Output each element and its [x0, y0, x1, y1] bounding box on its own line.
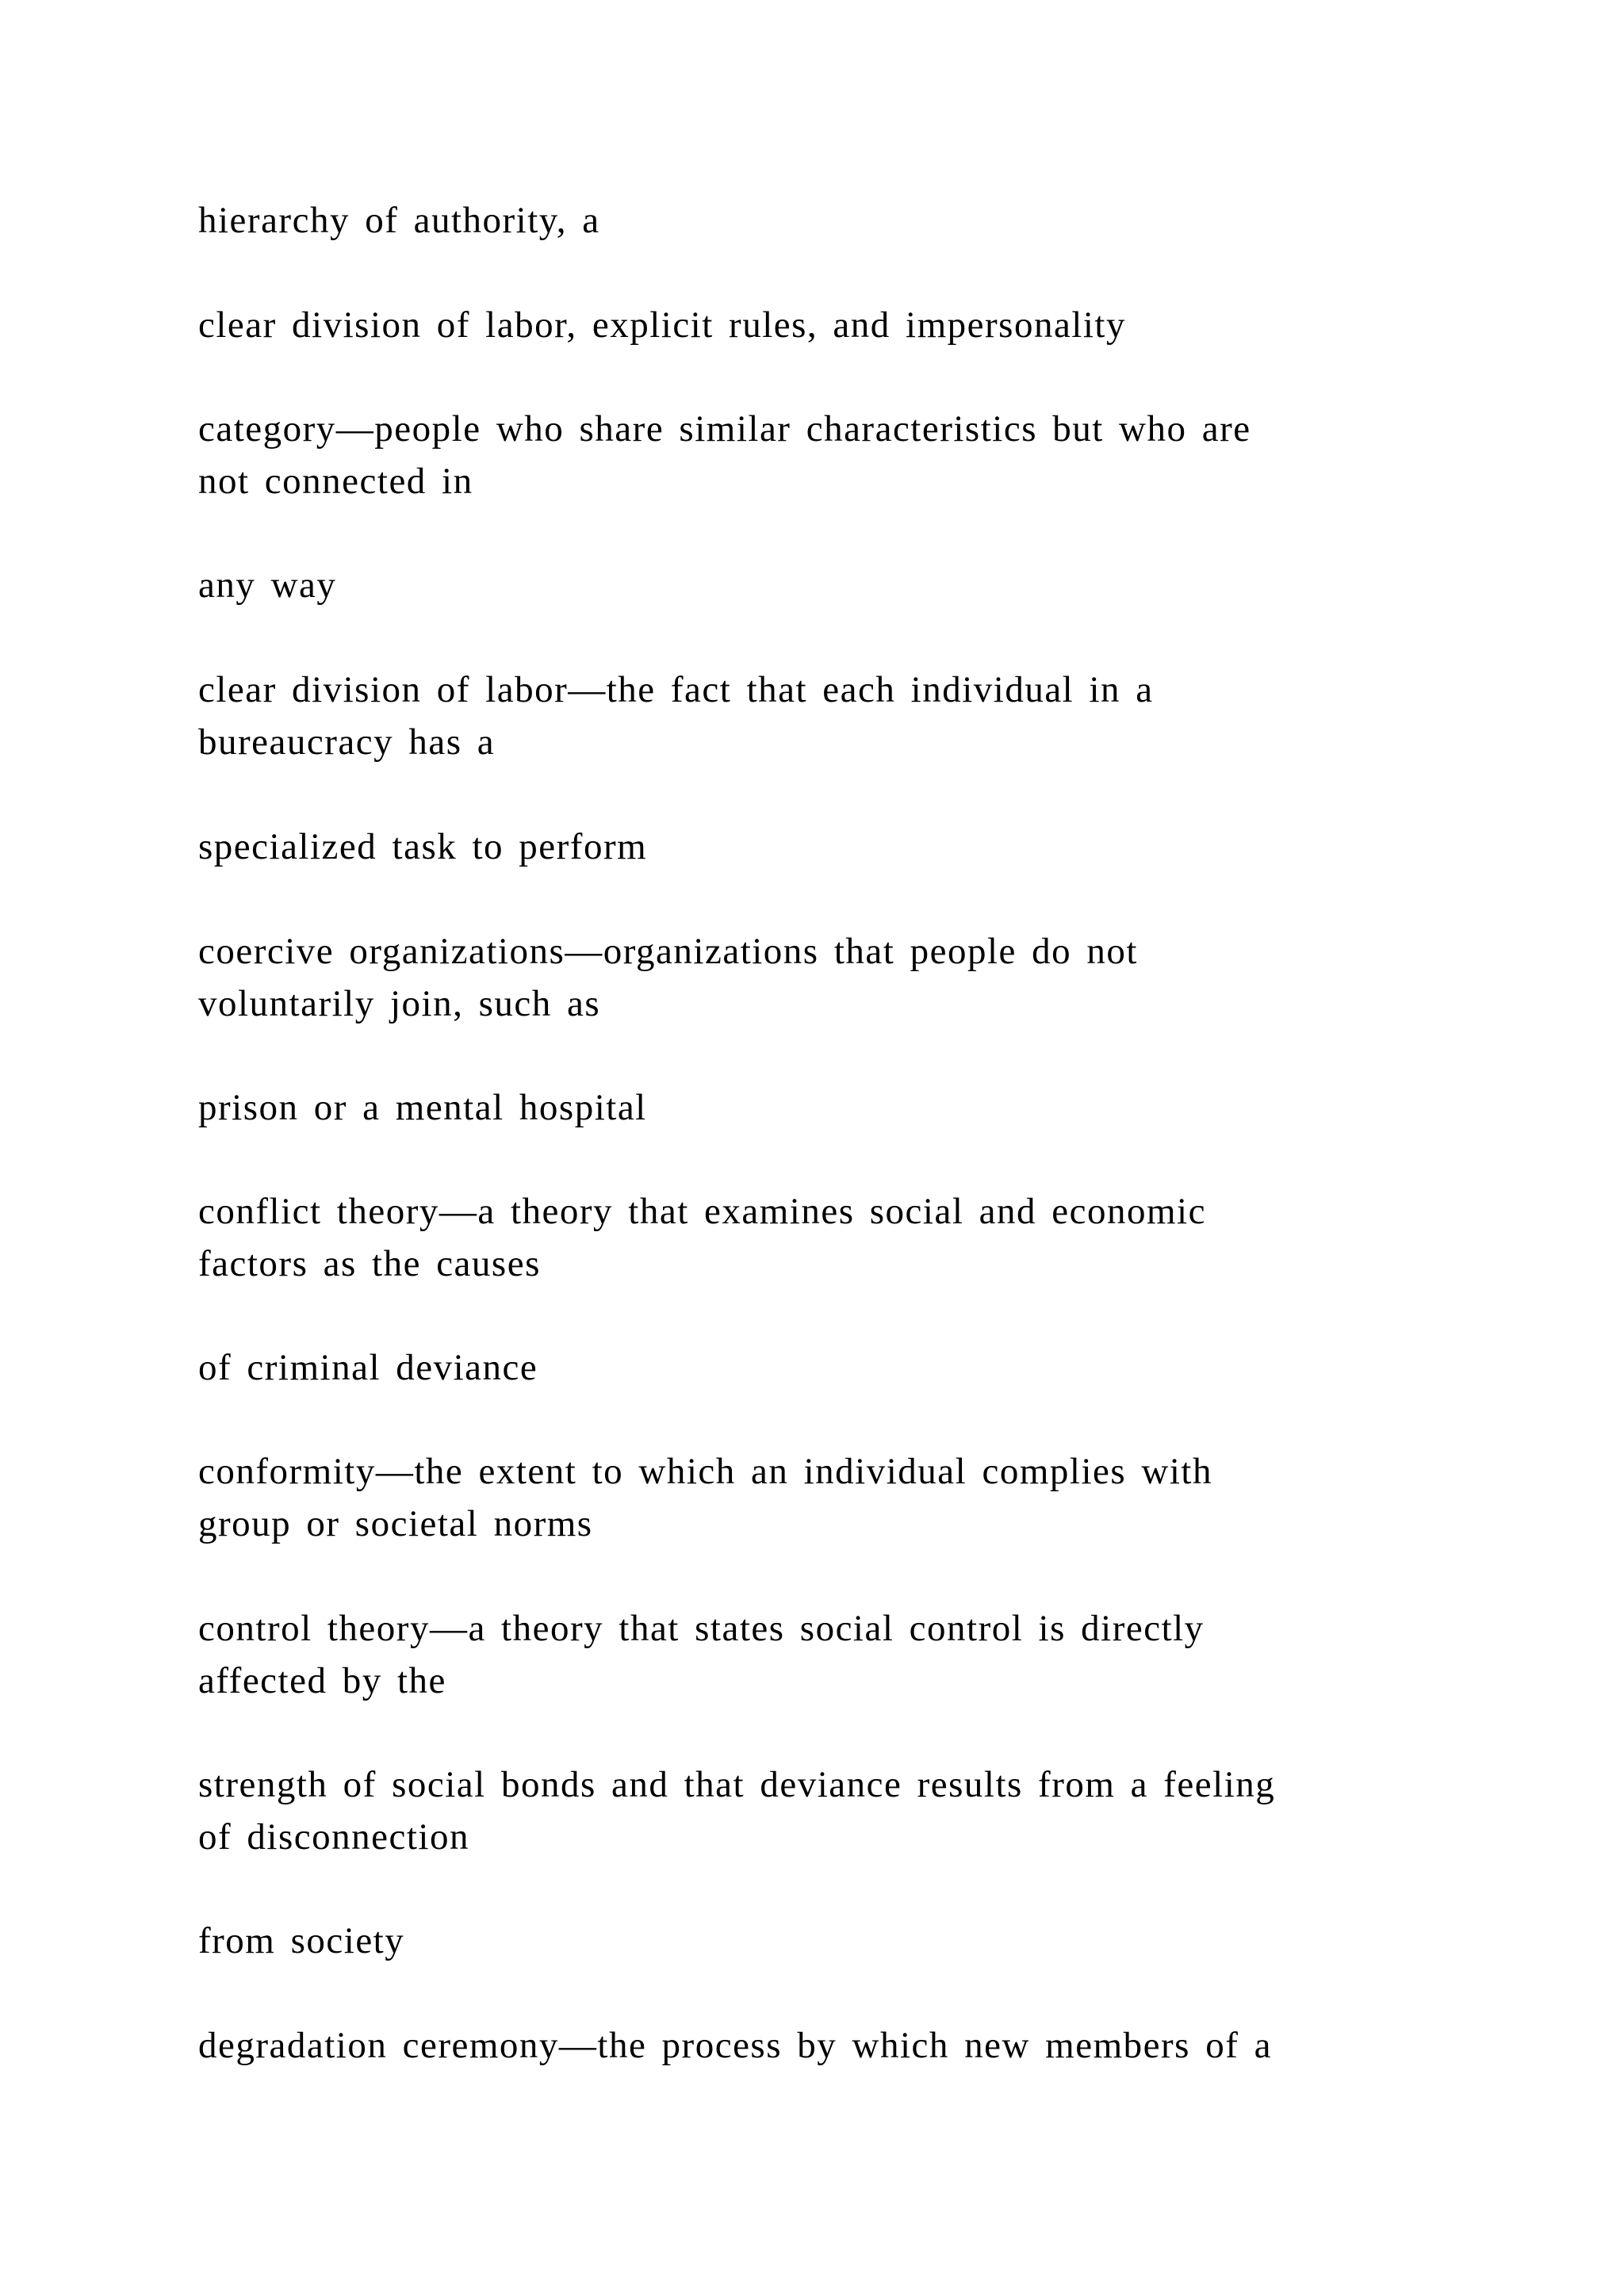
paragraph-12	[198, 1602, 1435, 1707]
text-line: clear division of labor, explicit rules, and impersonality	[198, 304, 1126, 346]
paragraph-6	[198, 821, 1435, 873]
text-line: affected by the	[198, 1660, 446, 1701]
paragraph-5	[198, 664, 1435, 768]
text-line: strength of social bonds and that deviance results from a feeling	[198, 1764, 1276, 1805]
paragraph-15	[198, 2019, 1435, 2072]
text-line: of criminal deviance	[198, 1347, 538, 1388]
paragraph-2	[198, 299, 1435, 351]
paragraph-3	[198, 403, 1435, 507]
text-line: hierarchy of authority, a	[198, 200, 600, 241]
text-line: control theory—a theory that states social control is directly	[198, 1608, 1205, 1649]
paragraph-7	[198, 925, 1435, 1030]
text-line: specialized task to perform	[198, 826, 648, 867]
paragraph-1	[198, 194, 1435, 247]
text-line: voluntarily join, such as	[198, 983, 601, 1024]
text-line: coercive organizations—organizations that people do not	[198, 931, 1138, 972]
text-line: from society	[198, 1920, 405, 1961]
text-line: degradation ceremony—the process by which new members of a	[198, 2025, 1272, 2066]
text-line: category—people who share similar characteristics but who are	[198, 408, 1251, 450]
paragraph-13	[198, 1758, 1435, 1863]
text-line: conflict theory—a theory that examines social and economic	[198, 1191, 1206, 1232]
text-line: group or societal norms	[198, 1503, 593, 1544]
text-line: factors as the causes	[198, 1243, 541, 1284]
paragraph-14	[198, 1915, 1435, 1967]
paragraph-4	[198, 559, 1435, 611]
paragraph-9	[198, 1185, 1435, 1290]
text-line: any way	[198, 564, 337, 606]
text-line: conformity—the extent to which an individual complies with	[198, 1451, 1212, 1492]
text-line: not connected in	[198, 461, 473, 502]
paragraph-8	[198, 1081, 1435, 1134]
paragraph-10	[198, 1341, 1435, 1394]
text-line: clear division of labor—the fact that each individual in a	[198, 669, 1154, 710]
text-line: bureaucracy has a	[198, 721, 496, 763]
text-line: prison or a mental hospital	[198, 1087, 647, 1128]
paragraph-11	[198, 1445, 1435, 1550]
text-line: of disconnection	[198, 1816, 469, 1858]
